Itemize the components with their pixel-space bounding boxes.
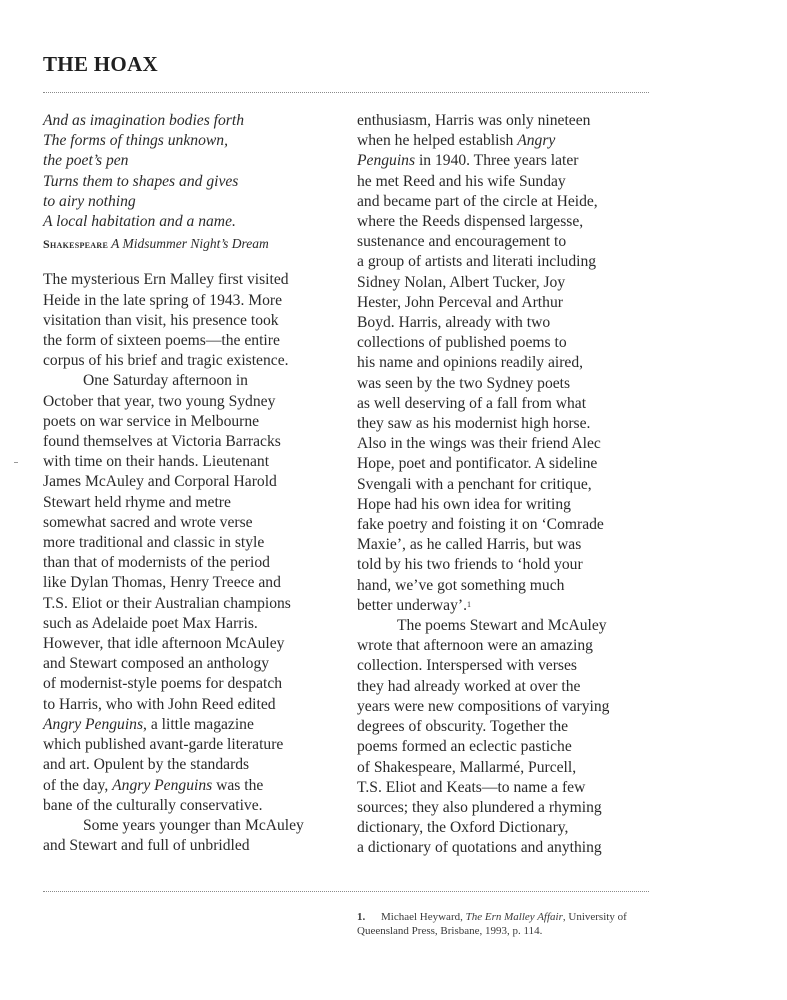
text-line: such as Adelaide poet Max Harris. (43, 614, 258, 632)
text-line: Hester, John Perceval and Arthur (357, 293, 563, 311)
margin-mark (14, 462, 18, 463)
text-line: One Saturday afternoon in (83, 372, 248, 390)
text-line: of Shakespeare, Mallarmé, Purcell, (357, 758, 577, 776)
epigraph (43, 111, 343, 232)
left-column (43, 111, 343, 856)
text-line: Boyd. Harris, already with two (357, 314, 551, 332)
text-line: was seen by the two Sydney poets (357, 374, 571, 392)
text-line: and art. Opulent by the standards (43, 756, 250, 774)
text-line: corpus of his brief and tragic existence. (43, 352, 289, 370)
epigraph-line: The forms of things unknown, (43, 132, 228, 150)
text-line: enthusiasm, Harris was only nineteen (357, 112, 591, 129)
text-line: wrote that afternoon were an amazing (357, 637, 593, 655)
text-line: collections of published poems to (357, 334, 567, 352)
text-line: Hope had his own idea for writing (357, 495, 571, 513)
text-line: The mysterious Ern Malley first visited (43, 271, 289, 289)
text-line: Stewart held rhyme and metre (43, 493, 231, 511)
text-line: than that of modernists of the period (43, 554, 270, 572)
text-line: poems formed an eclectic pastiche (357, 738, 572, 756)
footnote-work: The Ern Malley Affair (465, 911, 563, 923)
text-line: with time on their hands. Lieutenant (43, 453, 270, 471)
text-line: However, that idle afternoon McAuley (43, 635, 285, 653)
text-line: dictionary, the Oxford Dictionary, (357, 819, 569, 837)
text-line: a dictionary of quotations and anything (357, 839, 602, 857)
text-line: Maxie’, as he called Harris, but was (357, 536, 582, 554)
epigraph-line: Turns them to shapes and gives (43, 172, 239, 190)
top-rule (43, 92, 649, 93)
text-line: October that year, two young Sydney (43, 392, 276, 410)
text-line: when he helped establish Angry (357, 132, 556, 150)
right-column (357, 111, 657, 859)
magazine-title: Angry Penguins (112, 776, 213, 794)
text-line: of the day, Angry Penguins was the (43, 776, 264, 794)
text-line: of modernist-style poems for despatch (43, 675, 283, 693)
magazine-title: Angry Penguins (43, 715, 144, 733)
footnote-reference[interactable]: 1 (466, 599, 471, 609)
text-line: hand, we’ve got something much (357, 576, 565, 594)
text-line: T.S. Eliot and Keats—to name a few (357, 778, 586, 796)
epigraph-line: the poet’s pen (43, 152, 129, 170)
text-line: his name and opinions readily aired, (357, 354, 584, 372)
epigraph-line: to airy nothing (43, 192, 136, 210)
text-line: better underway’.$^1$ (357, 596, 471, 614)
left-body-text (43, 270, 343, 856)
text-line: a group of artists and literati including (357, 253, 597, 271)
magazine-title: Angry (517, 132, 556, 150)
footnote-number: 1. (357, 911, 366, 923)
text-line: T.S. Eliot or their Australian champions (43, 594, 291, 612)
text-line: fake poetry and foisting it on ‘Comrade (357, 516, 604, 534)
text-line: where the Reeds dispensed largesse, (357, 213, 584, 231)
text-line: Svengali with a penchant for critique, (357, 475, 592, 493)
epigraph-work: A Midsummer Night’s Dream (111, 236, 269, 252)
text-line: like Dylan Thomas, Henry Treece and (43, 574, 281, 592)
text-line: they saw as his modernist high horse. (357, 415, 591, 433)
text-line: which published avant-garde literature (43, 736, 284, 754)
text-line: bane of the culturally conservative. (43, 796, 263, 814)
text-line: Penguins in 1940. Three years later (357, 152, 579, 170)
text-line: Sidney Nolan, Albert Tucker, Joy (357, 273, 566, 291)
text-line: Some years younger than McAuley (83, 816, 304, 834)
text-line: and became part of the circle at Heide, (357, 192, 598, 210)
footnote (357, 910, 657, 938)
epigraph-attribution (43, 234, 343, 254)
text-line: somewhat sacred and wrote verse (43, 513, 253, 531)
text-line: Also in the wings was their friend Alec (357, 435, 601, 453)
epigraph-author: Shakespeare (43, 237, 109, 252)
text-line: The poems Stewart and McAuley (397, 617, 607, 635)
text-line: collection. Interspersed with verses (357, 657, 577, 675)
text-line: and Stewart composed an anthology (43, 655, 270, 673)
bottom-rule (43, 891, 649, 892)
text-line: James McAuley and Corporal Harold (43, 473, 277, 491)
text-line: years were new compositions of varying (357, 697, 610, 715)
text-line: visitation than visit, his presence took (43, 311, 279, 329)
text-line: sustenance and encouragement to (357, 233, 567, 251)
text-line: told by his two friends to ‘hold your (357, 556, 583, 574)
text-line: as well deserving of a fall from what (357, 394, 587, 412)
text-line: the form of sixteen poems—the entire (43, 332, 280, 350)
text-line: Hope, poet and pontificator. A sideline (357, 455, 598, 473)
magazine-title: Penguins (357, 152, 416, 170)
text-line: he met Reed and his wife Sunday (357, 172, 566, 190)
text-line: found themselves at Victoria Barracks (43, 433, 281, 451)
text-line: more traditional and classic in style (43, 534, 265, 552)
epigraph-line: A local habitation and a name. (43, 213, 236, 231)
text-line: degrees of obscurity. Together the (357, 718, 569, 736)
text-line: Heide in the late spring of 1943. More (43, 291, 283, 309)
footnote-rest: , University of Queensland Press, Brisbane, 1993, p. 114. (357, 911, 627, 937)
text-line: poets on war service in Melbourne (43, 412, 260, 430)
text-line: they had already worked at over the (357, 677, 581, 695)
page-title: THE HOAX (43, 52, 158, 76)
text-line: sources; they also plundered a rhyming (357, 798, 602, 816)
epigraph-line: And as imagination bodies forth (43, 112, 244, 129)
text-line: and Stewart and full of unbridled (43, 837, 250, 855)
text-line: Angry Penguins, a little magazine (43, 715, 254, 733)
footnote-author: Michael Heyward, (381, 911, 466, 923)
text-line: to Harris, who with John Reed edited (43, 695, 276, 713)
